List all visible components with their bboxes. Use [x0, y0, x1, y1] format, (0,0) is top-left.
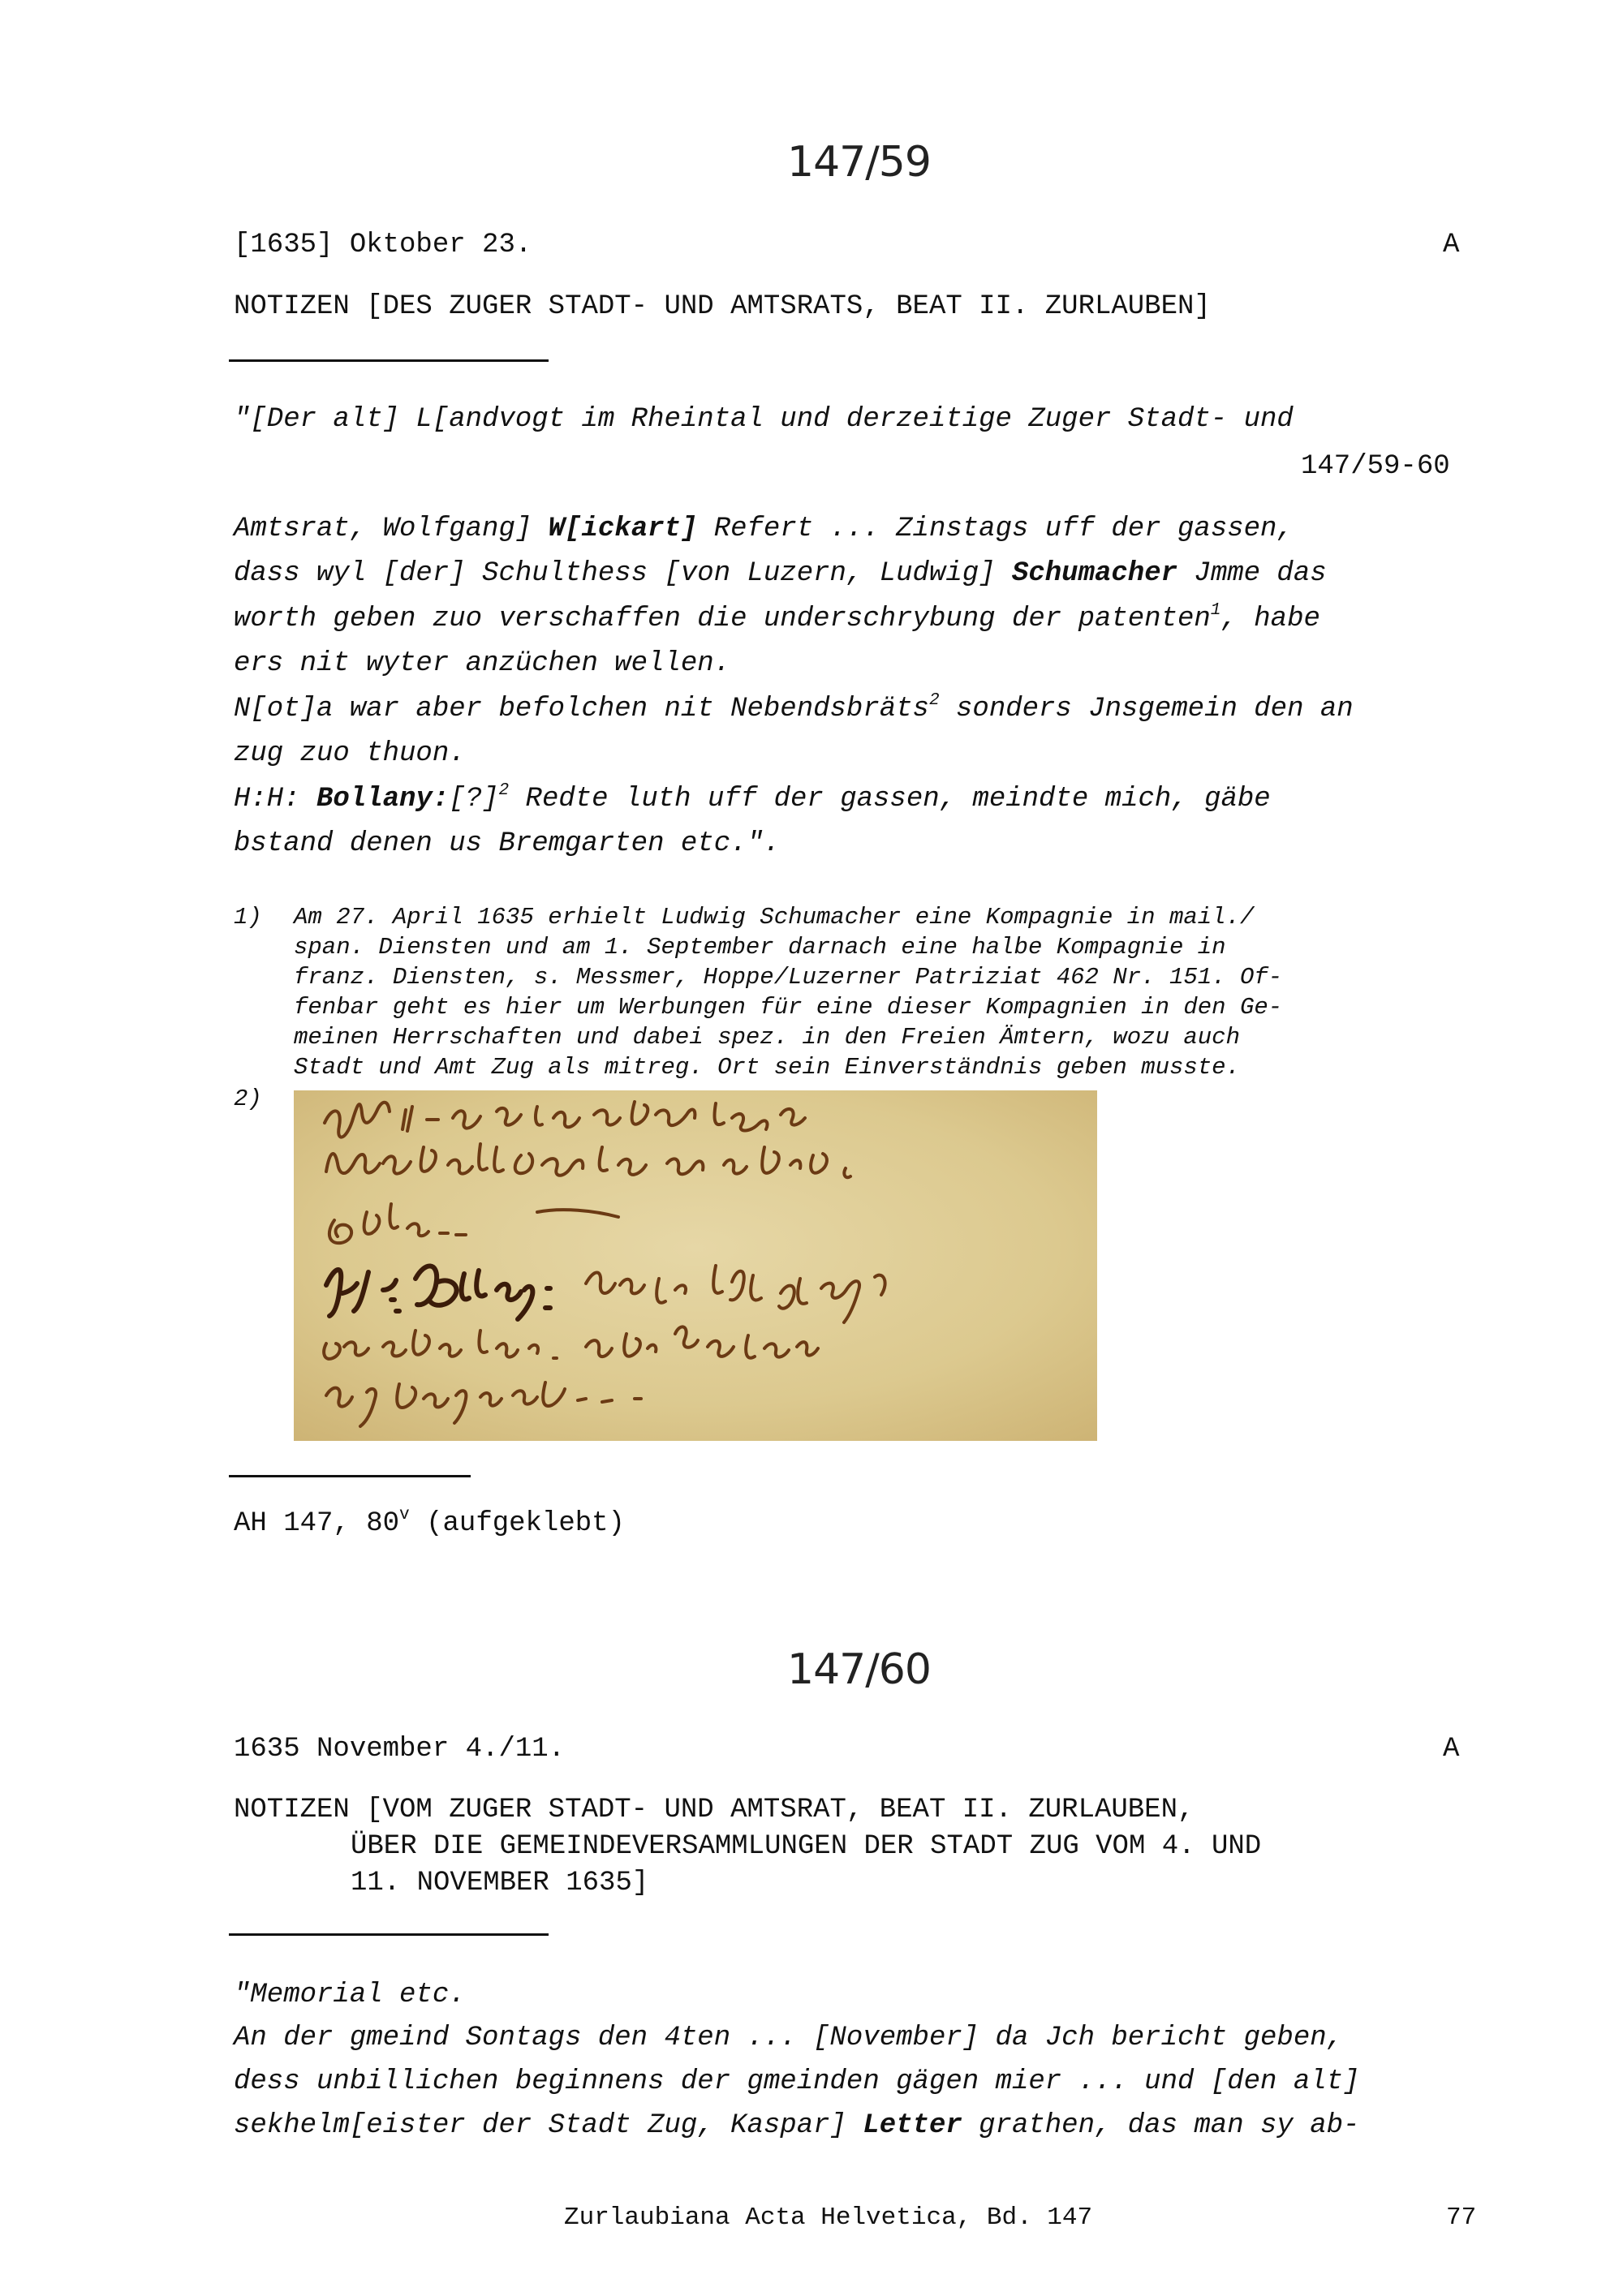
- doc-date: 1635 November 4./11.: [234, 1734, 566, 1765]
- footnote-1: [294, 902, 1282, 1082]
- source-reference: AH 147, 80$^v$ (aufgeklebt): [234, 1504, 625, 1539]
- quote-line: "Memorial etc.: [234, 1980, 466, 2010]
- doc-date: [1635] Oktober 23.: [234, 230, 532, 260]
- quote-line: dess unbillichen beginnens der gmeinden gägen mier ... und [den alt]: [234, 2066, 1360, 2097]
- doc-title: 11. NOVEMBER 1635]: [351, 1868, 649, 1898]
- footnote-line: Stadt und Amt Zug als mitreg. Ort sein Einverständnis geben musste.: [294, 1054, 1240, 1081]
- footnote-marker: 2): [234, 1086, 262, 1112]
- page-number: 77: [1446, 2204, 1477, 2232]
- doc-title: NOTIZEN [VOM ZUGER STADT- UND AMTSRAT, BEAT II. ZURLAUBEN,: [234, 1795, 1195, 1825]
- quote-line: ers nit wyter anzüchen wellen.: [234, 648, 731, 679]
- footnote-ref: 2: [928, 690, 940, 710]
- footnote-ref: 1: [1210, 600, 1221, 620]
- quote-line: worth geben zuo verschaffen die underschrybung der patenten$^1$, habe: [234, 600, 1320, 634]
- quote-line: H:H: Bollany:[?]$^2$ Redte luth uff der gassen, meindte mich, gäbe: [234, 780, 1271, 815]
- cross-reference: 147/59-60: [1301, 451, 1450, 482]
- footnote-line: span. Diensten und am 1. September darnach eine halbe Kompagnie in: [294, 934, 1226, 961]
- quote-line: zug zuo thuon.: [234, 738, 466, 769]
- page-footer: Zurlaubiana Acta Helvetica, Bd. 147: [564, 2204, 1093, 2232]
- footnote-line: Am 27. April 1635 erhielt Ludwig Schumacher eine Kompagnie in mail./: [294, 904, 1255, 931]
- quote-line: dass wyl [der] Schulthess [von Luzern, Ludwig] Schumacher Jmme das: [234, 558, 1327, 589]
- quote-line: sekhelm[eister der Stadt Zug, Kaspar] Letter grathen, das man sy ab-: [234, 2110, 1360, 2141]
- quote-line: bstand denen us Bremgarten etc.".: [234, 828, 781, 859]
- doc-number: 147/59: [787, 138, 931, 187]
- separator-rule: [229, 359, 549, 362]
- quote-line: N[ot]a war aber befolchen nit Nebendsbräts$^2$ sonders Jnsgemein den an: [234, 690, 1354, 724]
- footnote-ref: 2: [498, 780, 510, 800]
- footnote-line: fenbar geht es hier um Werbungen für eine dieser Kompagnien in den Ge-: [294, 994, 1283, 1021]
- doc-title: ÜBER DIE GEMEINDEVERSAMMLUNGEN DER STADT ZUG VOM 4. UND: [351, 1831, 1262, 1862]
- separator-rule: [229, 1475, 471, 1477]
- quote-line: An der gmeind Sontags den 4ten ... [November] da Jch bericht geben,: [234, 2023, 1344, 2053]
- footnote-marker: 1): [234, 904, 262, 931]
- footnote-line: meinen Herrschaften und dabei spez. in den Freien Ämtern, wozu auch: [294, 1024, 1240, 1051]
- archive-mark: A: [1443, 1734, 1460, 1765]
- doc-number: 147/60: [787, 1645, 931, 1694]
- quote-line: Amtsrat, Wolfgang] W[ickart] Refert ... Zinstags uff der gassen,: [234, 514, 1294, 544]
- quote-line: "[Der alt] L[andvogt im Rheintal und derzeitige Zuger Stadt- und: [234, 404, 1294, 435]
- doc-title: NOTIZEN [DES ZUGER STADT- UND AMTSRATS, BEAT II. ZURLAUBEN]: [234, 291, 1211, 322]
- footnote-line: franz. Diensten, s. Messmer, Hoppe/Luzerner Patriziat 462 Nr. 151. Of-: [294, 964, 1283, 991]
- separator-rule: [229, 1933, 549, 1936]
- archive-mark: A: [1443, 230, 1460, 260]
- manuscript-image: [294, 1090, 1097, 1441]
